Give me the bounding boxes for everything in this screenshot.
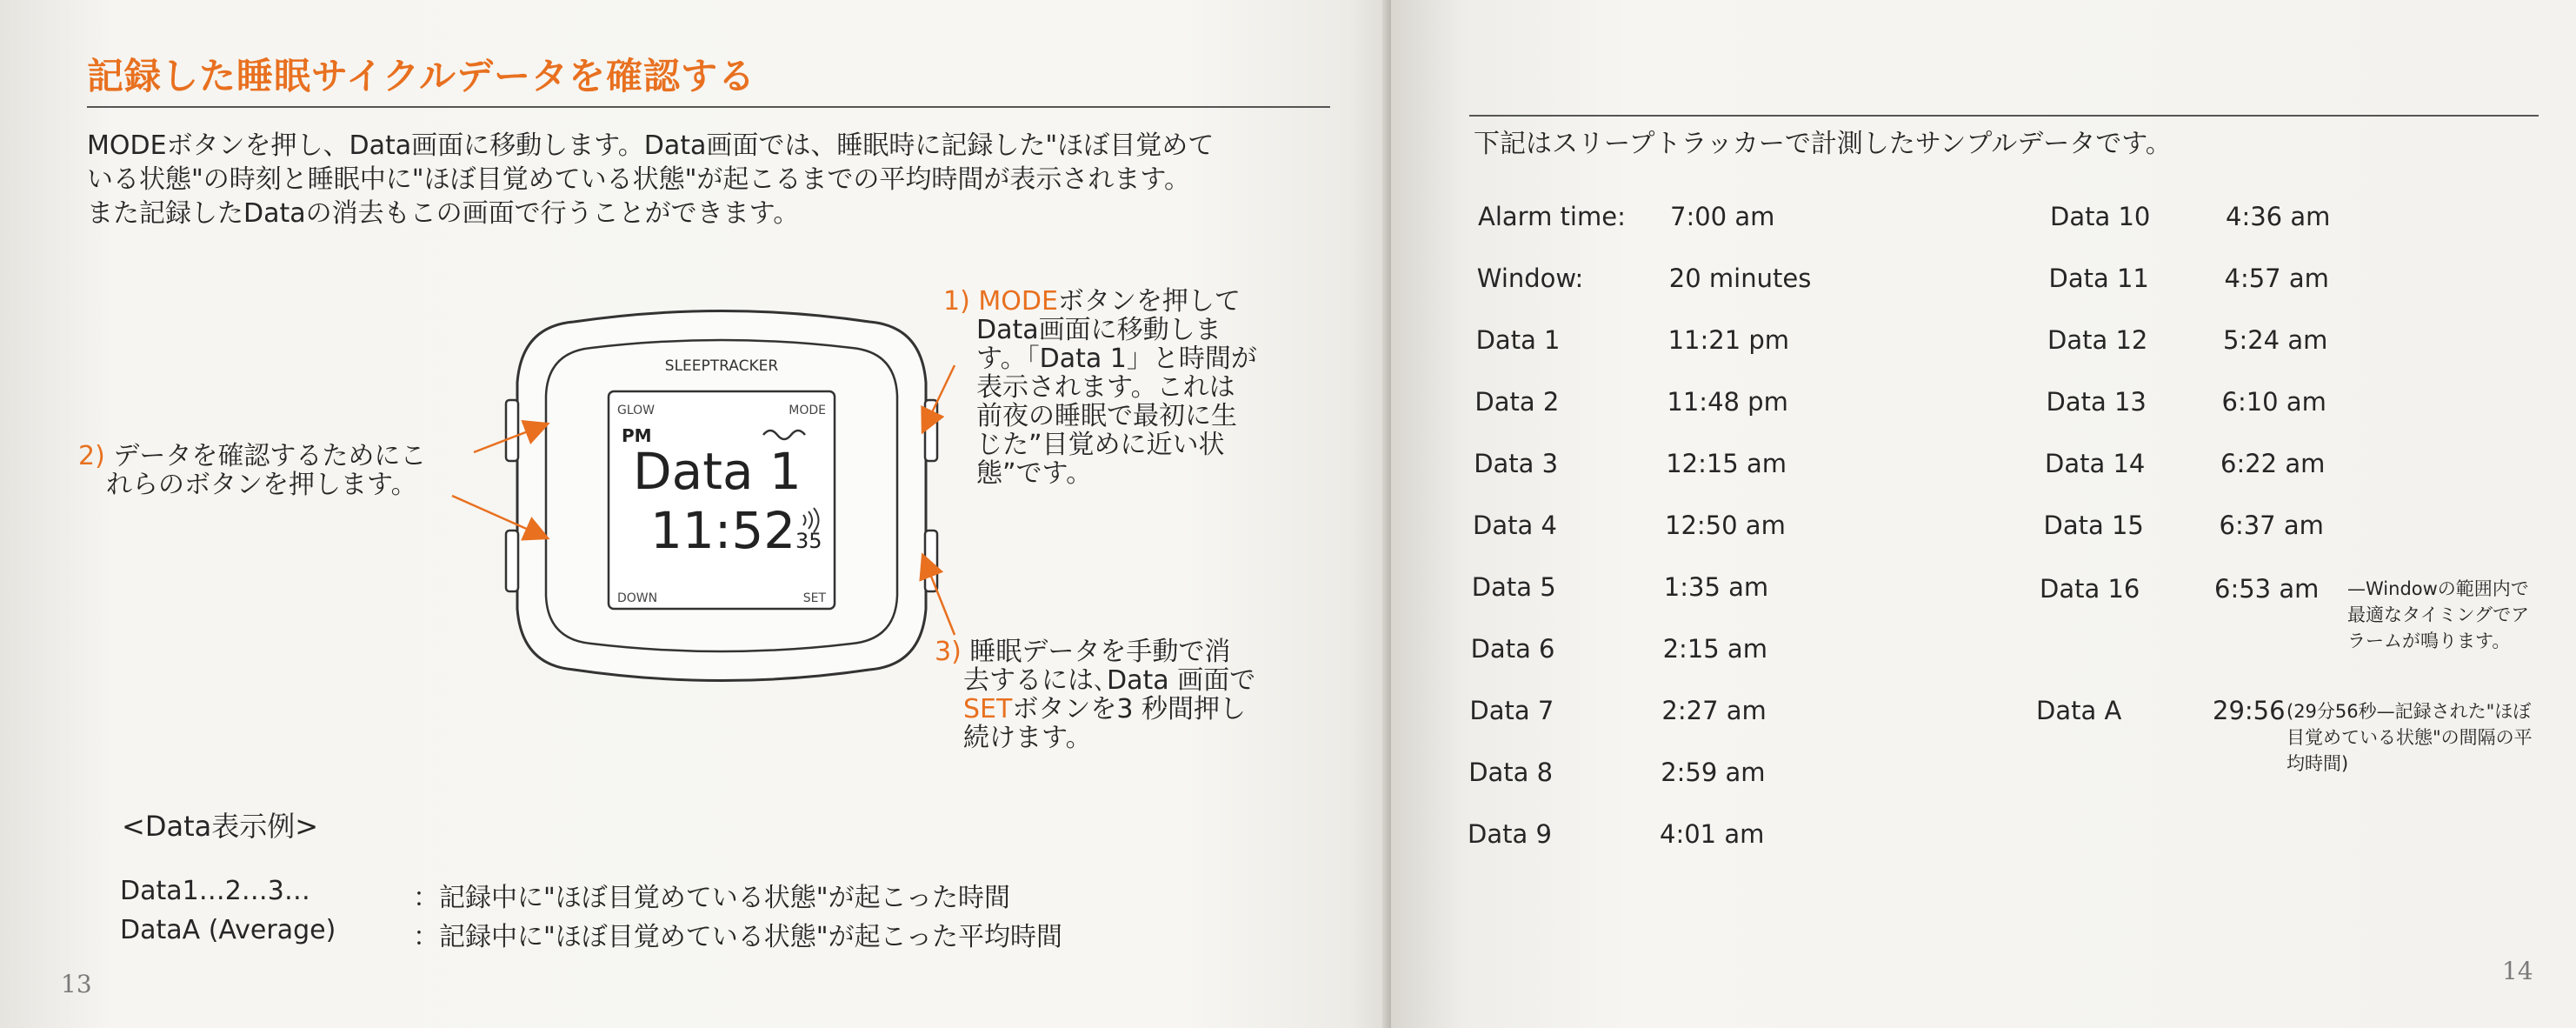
sample-row-label: Data 5 bbox=[1471, 572, 1556, 602]
note-3-number: 3) bbox=[935, 637, 962, 667]
sample-row-label: Window: bbox=[1476, 264, 1584, 293]
lcd-seconds: 35 bbox=[795, 529, 822, 553]
sample-row-label: Data 4 bbox=[1473, 511, 1557, 540]
sample-row-value: 11:21 pm bbox=[1667, 325, 1790, 355]
sample-row-value: 4:36 am bbox=[2226, 202, 2331, 231]
sample-row-value: 4:57 am bbox=[2224, 264, 2329, 293]
note-1-line: じた”目覚めに近い状 bbox=[976, 430, 1225, 460]
dataA-label: Data A bbox=[2036, 696, 2122, 725]
note-1-line: す。「Data 1」と時間が bbox=[976, 344, 1257, 374]
example-label: DataA (Average) bbox=[120, 915, 336, 945]
sample-row-value: 2:15 am bbox=[1662, 634, 1767, 664]
data16-label: Data 16 bbox=[2040, 574, 2140, 604]
data16-value: 6:53 am bbox=[2214, 574, 2320, 604]
note-1-line: 表示されます。これは bbox=[976, 372, 1235, 403]
sample-row-label: Data 11 bbox=[2048, 264, 2149, 293]
sample-row-label: Data 10 bbox=[2050, 202, 2151, 231]
lcd-ampm: PM bbox=[622, 425, 652, 446]
sample-row-value: 7:00 am bbox=[1670, 202, 1775, 231]
sample-row-label: Data 3 bbox=[1474, 449, 1559, 478]
right-page bbox=[1391, 0, 2576, 1028]
sample-row-value: 12:15 am bbox=[1666, 449, 1787, 478]
header-rule bbox=[1469, 115, 2539, 117]
note-3-key: SET bbox=[963, 694, 1013, 724]
note-1-line: ボタンを押して bbox=[1057, 286, 1241, 317]
data16-note: —Windowの範囲内で最適なタイミングでアラームが鳴ります。 bbox=[2347, 578, 2530, 651]
example-label: Data1…2…3… bbox=[120, 876, 310, 906]
watch-label-down: DOWN bbox=[617, 591, 658, 605]
note-2 bbox=[78, 442, 426, 499]
example-desc: ：記録中に"ほぼ目覚めている状態"が起こった時間 bbox=[413, 883, 1010, 913]
watch-label-set: SET bbox=[802, 591, 826, 605]
sample-row-value: 6:10 am bbox=[2221, 387, 2326, 417]
note-3-line: ボタンを3 秒間押し bbox=[1012, 694, 1246, 724]
sample-row-value: 4:01 am bbox=[1660, 819, 1765, 849]
sample-row-label: Data 1 bbox=[1475, 325, 1561, 355]
sample-row-label: Data 15 bbox=[2043, 511, 2144, 540]
sample-row-label: Data 14 bbox=[2045, 449, 2146, 478]
sample-row-value: 2:59 am bbox=[1661, 758, 1766, 787]
sample-row-label: Data 13 bbox=[2046, 387, 2147, 417]
intro-line-1: MODEボタンを押し、Data画面に移動します。Data画面では、睡眠時に記録した"ほぼ目覚めて bbox=[87, 130, 1215, 161]
sample-row-label: Data 9 bbox=[1468, 819, 1552, 849]
note-1-line: 前夜の睡眠で最初に生 bbox=[976, 401, 1237, 431]
sample-row-value: 2:27 am bbox=[1661, 696, 1767, 725]
note-1-line: 態”です。 bbox=[976, 458, 1093, 489]
note-1 bbox=[943, 287, 1257, 488]
sample-row-value: 6:37 am bbox=[2219, 511, 2324, 540]
dataA-note: (29分56秒—記録された"ほぼ目覚めている状態"の間隔の平均時間) bbox=[2286, 701, 2533, 774]
watch-brand: SLEEPTRACKER bbox=[664, 357, 779, 375]
intro-line-2: いる状態"の時刻と睡眠中に"ほぼ目覚めている状態"が起こるまでの平均時間が表示されます。 bbox=[87, 164, 1190, 195]
sample-row-label: Alarm time: bbox=[1478, 202, 1626, 231]
sample-row-label: Data 12 bbox=[2047, 325, 2148, 355]
sample-row-label: Data 8 bbox=[1468, 758, 1554, 787]
note-3-line: 去するには､Data 画面で bbox=[963, 665, 1256, 696]
sample-row-label: Data 7 bbox=[1469, 696, 1554, 725]
sample-row-label: Data 2 bbox=[1474, 387, 1560, 417]
sample-row-label: Data 6 bbox=[1470, 634, 1555, 664]
note-1-line: Data画面に移動しま bbox=[976, 315, 1221, 345]
sample-intro: 下記はスリープトラッカーで計測したサンプルデータです。 bbox=[1474, 129, 2172, 159]
note-2-line: データを確認するためにこ bbox=[113, 441, 427, 471]
sample-row-value: 11:48 pm bbox=[1667, 387, 1788, 417]
lcd-line1: Data 1 bbox=[633, 442, 802, 501]
sample-row-value: 12:50 am bbox=[1665, 511, 1786, 540]
note-2-number: 2) bbox=[78, 441, 105, 471]
page-number-right: 14 bbox=[2502, 957, 2533, 985]
watch-label-glow: GLOW bbox=[617, 404, 656, 417]
sample-row-value: 20 minutes bbox=[1668, 264, 1812, 293]
note-3 bbox=[935, 637, 1255, 752]
example-desc: ：記録中に"ほぼ目覚めている状態"が起こった平均時間 bbox=[413, 922, 1062, 952]
intro-line-3: また記録したDataの消去もこの画面で行うことができます。 bbox=[87, 198, 800, 229]
note-3-line: 続けます。 bbox=[963, 723, 1092, 753]
note-2-line: れらのボタンを押します。 bbox=[106, 470, 417, 500]
note-1-number: 1) bbox=[943, 286, 970, 317]
sample-row-value: 6:22 am bbox=[2220, 449, 2326, 478]
note-1-key: MODE bbox=[978, 286, 1058, 317]
dataA-value: 29:56 bbox=[2213, 696, 2286, 725]
note-3-line: 睡眠データを手動で消 bbox=[969, 637, 1231, 667]
sample-row-value: 1:35 am bbox=[1663, 572, 1769, 602]
sample-row-value: 5:24 am bbox=[2223, 325, 2328, 355]
page-number-left: 13 bbox=[61, 970, 92, 998]
watch-label-mode: MODE bbox=[789, 404, 826, 417]
example-heading: <Data表示例> bbox=[122, 810, 319, 843]
lcd-time: 11:52 bbox=[650, 501, 796, 560]
page-title: 記録した睡眠サイクルデータを確認する bbox=[87, 55, 755, 97]
